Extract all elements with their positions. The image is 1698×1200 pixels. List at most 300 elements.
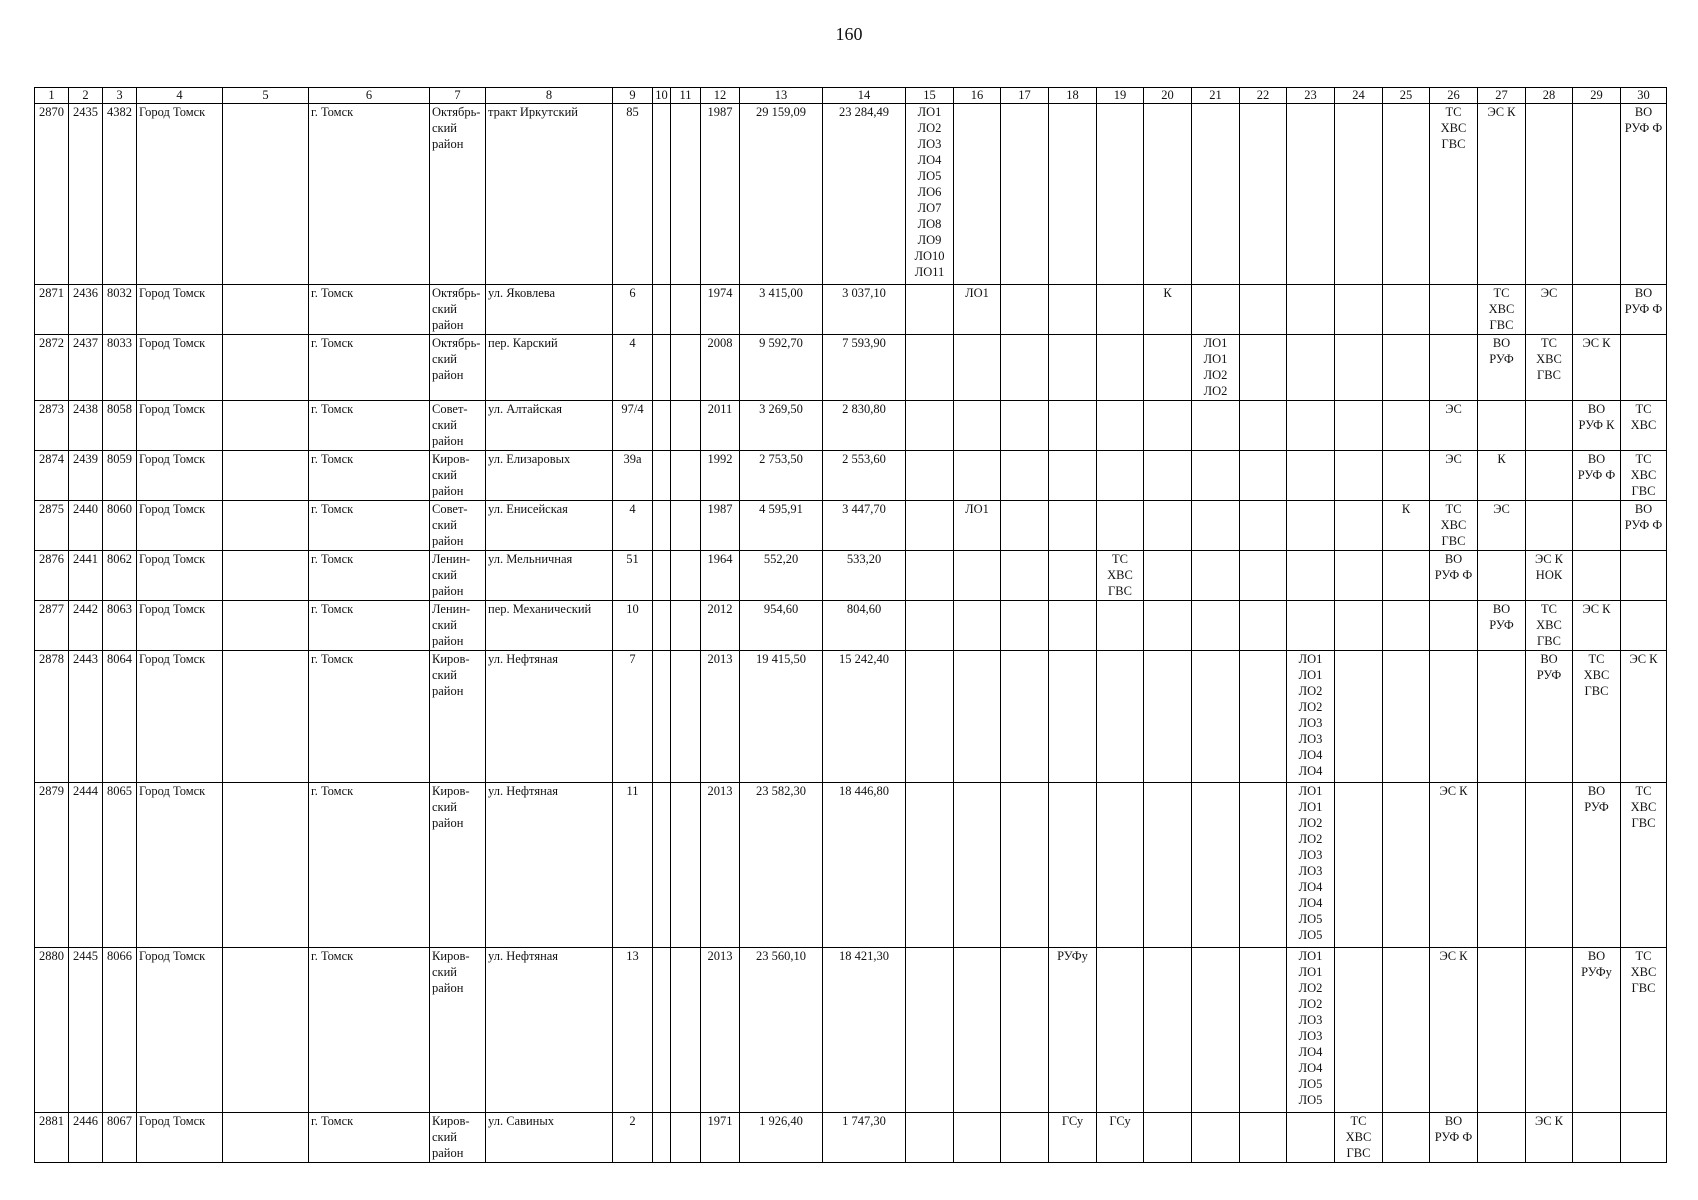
cell-col-22 xyxy=(1240,401,1287,451)
cell-col-28: ВО РУФ xyxy=(1526,651,1573,783)
cell-col-29 xyxy=(1573,501,1621,551)
cell-total-area: 23 582,30 xyxy=(740,783,823,948)
cell-settlement-type xyxy=(223,651,309,783)
cell-col-20 xyxy=(1144,401,1192,451)
cell-col-18: РУФу xyxy=(1049,948,1097,1113)
cell-col-29: ТС ХВС ГВС xyxy=(1573,651,1621,783)
cell-col-15 xyxy=(906,601,954,651)
cell-col-30 xyxy=(1621,1113,1667,1163)
cell-street: пер. Карский xyxy=(486,335,613,401)
cell-col-16 xyxy=(954,335,1001,401)
cell-col-19 xyxy=(1097,451,1144,501)
cell-col-21 xyxy=(1192,285,1240,335)
cell-col-24 xyxy=(1335,285,1383,335)
cell-col-17 xyxy=(1001,948,1049,1113)
cell-reg-number: 2439 xyxy=(69,451,103,501)
cell-col-20 xyxy=(1144,1113,1192,1163)
cell-col-26: ВО РУФ Ф xyxy=(1430,551,1478,601)
cell-col-28: ТС ХВС ГВС xyxy=(1526,335,1573,401)
cell-col-28 xyxy=(1526,104,1573,285)
cell-col-16 xyxy=(954,104,1001,285)
cell-col-22 xyxy=(1240,1113,1287,1163)
cell-col-17 xyxy=(1001,551,1049,601)
cell-living-area: 15 242,40 xyxy=(823,651,906,783)
cell-total-area: 3 269,50 xyxy=(740,401,823,451)
cell-col-27 xyxy=(1478,1113,1526,1163)
cell-col-30: ВО РУФ Ф xyxy=(1621,285,1667,335)
column-header: 9 xyxy=(613,88,653,104)
column-header: 19 xyxy=(1097,88,1144,104)
cell-col-15 xyxy=(906,783,954,948)
cell-settlement: г. Томск xyxy=(309,601,430,651)
cell-col-19 xyxy=(1097,948,1144,1113)
cell-street: ул. Мельничная xyxy=(486,551,613,601)
column-header: 28 xyxy=(1526,88,1573,104)
cell-col-24 xyxy=(1335,948,1383,1113)
cell-col-15 xyxy=(906,651,954,783)
table-row xyxy=(35,783,1667,948)
cell-building xyxy=(653,285,671,335)
cell-number: 2880 xyxy=(35,948,69,1113)
cell-col-16 xyxy=(954,948,1001,1113)
cell-year: 1987 xyxy=(701,501,740,551)
cell-year: 2013 xyxy=(701,651,740,783)
column-header: 18 xyxy=(1049,88,1097,104)
cell-col-22 xyxy=(1240,285,1287,335)
cell-col-21 xyxy=(1192,104,1240,285)
cell-col-21: ЛО1 ЛО1 ЛО2 ЛО2 xyxy=(1192,335,1240,401)
cell-col-22 xyxy=(1240,501,1287,551)
cell-col-27 xyxy=(1478,783,1526,948)
cell-settlement: г. Томск xyxy=(309,1113,430,1163)
cell-col-21 xyxy=(1192,1113,1240,1163)
cell-municipality: Город Томск xyxy=(137,501,223,551)
table-row xyxy=(35,601,1667,651)
cell-settlement: г. Томск xyxy=(309,651,430,783)
cell-col-26: ЭС xyxy=(1430,451,1478,501)
registry-table xyxy=(34,87,1667,1163)
cell-col-17 xyxy=(1001,285,1049,335)
cell-col-23 xyxy=(1287,601,1335,651)
cell-building xyxy=(653,601,671,651)
cell-col-26: ТС ХВС ГВС xyxy=(1430,104,1478,285)
cell-col-30: ТС ХВС ГВС xyxy=(1621,783,1667,948)
cell-col-24 xyxy=(1335,601,1383,651)
cell-number: 2870 xyxy=(35,104,69,285)
cell-year: 1974 xyxy=(701,285,740,335)
cell-col-30: ВО РУФ Ф xyxy=(1621,501,1667,551)
cell-settlement: г. Томск xyxy=(309,335,430,401)
cell-col-30 xyxy=(1621,335,1667,401)
cell-municipality: Город Томск xyxy=(137,335,223,401)
cell-col-20 xyxy=(1144,104,1192,285)
cell-district: Октябрь- ский район xyxy=(430,104,486,285)
cell-district: Ленин- ский район xyxy=(430,601,486,651)
cell-building xyxy=(653,651,671,783)
cell-col-18: ГСу xyxy=(1049,1113,1097,1163)
cell-col-25 xyxy=(1383,601,1430,651)
table-body xyxy=(35,104,1667,1163)
table-row xyxy=(35,501,1667,551)
cell-col-30: ТС ХВС xyxy=(1621,401,1667,451)
cell-col-16 xyxy=(954,1113,1001,1163)
cell-year: 1992 xyxy=(701,451,740,501)
cell-district: Киров- ский район xyxy=(430,948,486,1113)
table-row xyxy=(35,285,1667,335)
cell-structure xyxy=(671,1113,701,1163)
cell-street: пер. Механический xyxy=(486,601,613,651)
cell-number: 2872 xyxy=(35,335,69,401)
cell-col-18 xyxy=(1049,783,1097,948)
cell-total-area: 29 159,09 xyxy=(740,104,823,285)
cell-reg-number: 2443 xyxy=(69,651,103,783)
cell-settlement-type xyxy=(223,401,309,451)
column-header: 20 xyxy=(1144,88,1192,104)
cell-col-29: ВО РУФ Ф xyxy=(1573,451,1621,501)
cell-municipality: Город Томск xyxy=(137,601,223,651)
cell-col-22 xyxy=(1240,104,1287,285)
table-row xyxy=(35,1113,1667,1163)
cell-code: 8063 xyxy=(103,601,137,651)
column-header: 29 xyxy=(1573,88,1621,104)
cell-col-27: ЭС xyxy=(1478,501,1526,551)
cell-reg-number: 2441 xyxy=(69,551,103,601)
cell-col-25 xyxy=(1383,551,1430,601)
table-row xyxy=(35,451,1667,501)
cell-col-29: ЭС К xyxy=(1573,601,1621,651)
cell-district: Ленин- ский район xyxy=(430,551,486,601)
cell-col-21 xyxy=(1192,948,1240,1113)
cell-col-25 xyxy=(1383,651,1430,783)
cell-total-area: 4 595,91 xyxy=(740,501,823,551)
column-number-row xyxy=(35,88,1667,104)
cell-code: 8064 xyxy=(103,651,137,783)
cell-year: 2011 xyxy=(701,401,740,451)
cell-col-16: ЛО1 xyxy=(954,285,1001,335)
cell-col-22 xyxy=(1240,551,1287,601)
column-header: 30 xyxy=(1621,88,1667,104)
cell-district: Совет- ский район xyxy=(430,401,486,451)
table-row xyxy=(35,335,1667,401)
cell-col-28 xyxy=(1526,451,1573,501)
cell-house: 6 xyxy=(613,285,653,335)
column-header: 4 xyxy=(137,88,223,104)
cell-house: 4 xyxy=(613,501,653,551)
cell-municipality: Город Томск xyxy=(137,948,223,1113)
cell-living-area: 23 284,49 xyxy=(823,104,906,285)
cell-col-28 xyxy=(1526,501,1573,551)
cell-col-22 xyxy=(1240,948,1287,1113)
cell-municipality: Город Томск xyxy=(137,451,223,501)
cell-district: Киров- ский район xyxy=(430,651,486,783)
cell-municipality: Город Томск xyxy=(137,401,223,451)
cell-col-24 xyxy=(1335,401,1383,451)
cell-col-22 xyxy=(1240,651,1287,783)
cell-col-18 xyxy=(1049,285,1097,335)
column-header: 7 xyxy=(430,88,486,104)
cell-col-26: ЭС xyxy=(1430,401,1478,451)
cell-col-21 xyxy=(1192,783,1240,948)
cell-house: 11 xyxy=(613,783,653,948)
cell-col-23 xyxy=(1287,1113,1335,1163)
cell-col-28: ЭС К xyxy=(1526,1113,1573,1163)
cell-col-24 xyxy=(1335,335,1383,401)
table-row xyxy=(35,651,1667,783)
cell-col-28 xyxy=(1526,401,1573,451)
cell-living-area: 1 747,30 xyxy=(823,1113,906,1163)
cell-year: 2008 xyxy=(701,335,740,401)
cell-code: 8058 xyxy=(103,401,137,451)
cell-code: 8059 xyxy=(103,451,137,501)
cell-col-25: К xyxy=(1383,501,1430,551)
cell-house: 39а xyxy=(613,451,653,501)
cell-col-21 xyxy=(1192,601,1240,651)
cell-total-area: 2 753,50 xyxy=(740,451,823,501)
cell-col-23: ЛО1 ЛО1 ЛО2 ЛО2 ЛО3 ЛО3 ЛО4 ЛО4 ЛО5 ЛО5 xyxy=(1287,948,1335,1113)
cell-col-18 xyxy=(1049,451,1097,501)
cell-settlement-type xyxy=(223,601,309,651)
cell-living-area: 18 421,30 xyxy=(823,948,906,1113)
cell-reg-number: 2442 xyxy=(69,601,103,651)
cell-col-23 xyxy=(1287,285,1335,335)
cell-settlement-type xyxy=(223,501,309,551)
cell-col-27 xyxy=(1478,651,1526,783)
cell-col-16 xyxy=(954,783,1001,948)
cell-col-17 xyxy=(1001,104,1049,285)
cell-code: 4382 xyxy=(103,104,137,285)
cell-col-22 xyxy=(1240,783,1287,948)
cell-number: 2877 xyxy=(35,601,69,651)
cell-living-area: 3 037,10 xyxy=(823,285,906,335)
cell-settlement-type xyxy=(223,104,309,285)
cell-col-25 xyxy=(1383,401,1430,451)
cell-municipality: Город Томск xyxy=(137,1113,223,1163)
cell-year: 1964 xyxy=(701,551,740,601)
cell-code: 8033 xyxy=(103,335,137,401)
cell-col-25 xyxy=(1383,451,1430,501)
cell-building xyxy=(653,783,671,948)
cell-col-26 xyxy=(1430,601,1478,651)
cell-house: 2 xyxy=(613,1113,653,1163)
cell-settlement-type xyxy=(223,948,309,1113)
cell-col-20 xyxy=(1144,335,1192,401)
cell-col-17 xyxy=(1001,1113,1049,1163)
cell-col-27 xyxy=(1478,401,1526,451)
cell-year: 2012 xyxy=(701,601,740,651)
cell-col-27: К xyxy=(1478,451,1526,501)
cell-living-area: 3 447,70 xyxy=(823,501,906,551)
cell-living-area: 804,60 xyxy=(823,601,906,651)
cell-code: 8060 xyxy=(103,501,137,551)
cell-living-area: 18 446,80 xyxy=(823,783,906,948)
cell-col-29 xyxy=(1573,104,1621,285)
cell-col-26: ТС ХВС ГВС xyxy=(1430,501,1478,551)
cell-col-19 xyxy=(1097,401,1144,451)
cell-reg-number: 2440 xyxy=(69,501,103,551)
cell-municipality: Город Томск xyxy=(137,285,223,335)
cell-settlement: г. Томск xyxy=(309,783,430,948)
cell-number: 2876 xyxy=(35,551,69,601)
cell-col-27: ТС ХВС ГВС xyxy=(1478,285,1526,335)
cell-number: 2873 xyxy=(35,401,69,451)
cell-street: ул. Нефтяная xyxy=(486,948,613,1113)
column-header: 23 xyxy=(1287,88,1335,104)
cell-living-area: 2 830,80 xyxy=(823,401,906,451)
cell-col-21 xyxy=(1192,451,1240,501)
cell-street: ул. Нефтяная xyxy=(486,783,613,948)
cell-district: Киров- ский район xyxy=(430,451,486,501)
cell-col-25 xyxy=(1383,948,1430,1113)
cell-col-26 xyxy=(1430,651,1478,783)
cell-building xyxy=(653,104,671,285)
cell-col-23 xyxy=(1287,451,1335,501)
cell-col-28: ЭС К НОК xyxy=(1526,551,1573,601)
cell-municipality: Город Томск xyxy=(137,104,223,285)
cell-code: 8067 xyxy=(103,1113,137,1163)
cell-col-25 xyxy=(1383,1113,1430,1163)
cell-street: ул. Енисейская xyxy=(486,501,613,551)
cell-reg-number: 2438 xyxy=(69,401,103,451)
cell-col-16: ЛО1 xyxy=(954,501,1001,551)
cell-total-area: 23 560,10 xyxy=(740,948,823,1113)
cell-col-23 xyxy=(1287,104,1335,285)
cell-col-20 xyxy=(1144,501,1192,551)
column-header: 6 xyxy=(309,88,430,104)
cell-settlement-type xyxy=(223,783,309,948)
column-header: 21 xyxy=(1192,88,1240,104)
cell-col-29: ВО РУФ xyxy=(1573,783,1621,948)
cell-col-21 xyxy=(1192,551,1240,601)
cell-col-23 xyxy=(1287,551,1335,601)
column-header: 24 xyxy=(1335,88,1383,104)
cell-col-26 xyxy=(1430,285,1478,335)
cell-col-27: ВО РУФ xyxy=(1478,601,1526,651)
column-header: 17 xyxy=(1001,88,1049,104)
cell-district: Совет- ский район xyxy=(430,501,486,551)
cell-settlement: г. Томск xyxy=(309,948,430,1113)
cell-col-30: ТС ХВС ГВС xyxy=(1621,451,1667,501)
column-header: 26 xyxy=(1430,88,1478,104)
cell-col-15 xyxy=(906,551,954,601)
cell-col-15: ЛО1 ЛО2 ЛО3 ЛО4 ЛО5 ЛО6 ЛО7 ЛО8 ЛО9 ЛО10 ЛО11 xyxy=(906,104,954,285)
cell-col-30 xyxy=(1621,551,1667,601)
cell-settlement-type xyxy=(223,451,309,501)
cell-street: ул. Нефтяная xyxy=(486,651,613,783)
cell-col-17 xyxy=(1001,335,1049,401)
cell-settlement-type xyxy=(223,335,309,401)
cell-col-23: ЛО1 ЛО1 ЛО2 ЛО2 ЛО3 ЛО3 ЛО4 ЛО4 xyxy=(1287,651,1335,783)
cell-col-24: ТС ХВС ГВС xyxy=(1335,1113,1383,1163)
table-row xyxy=(35,104,1667,285)
cell-col-25 xyxy=(1383,335,1430,401)
cell-house: 97/4 xyxy=(613,401,653,451)
cell-number: 2875 xyxy=(35,501,69,551)
cell-col-28 xyxy=(1526,783,1573,948)
cell-year: 1987 xyxy=(701,104,740,285)
cell-col-19 xyxy=(1097,783,1144,948)
cell-col-17 xyxy=(1001,651,1049,783)
cell-code: 8062 xyxy=(103,551,137,601)
column-header: 25 xyxy=(1383,88,1430,104)
cell-municipality: Город Томск xyxy=(137,551,223,601)
cell-col-30: ВО РУФ Ф xyxy=(1621,104,1667,285)
column-header: 3 xyxy=(103,88,137,104)
cell-structure xyxy=(671,783,701,948)
cell-col-18 xyxy=(1049,104,1097,285)
cell-col-21 xyxy=(1192,651,1240,783)
cell-col-17 xyxy=(1001,451,1049,501)
cell-col-29 xyxy=(1573,1113,1621,1163)
cell-total-area: 954,60 xyxy=(740,601,823,651)
cell-col-22 xyxy=(1240,601,1287,651)
cell-col-21 xyxy=(1192,401,1240,451)
cell-col-22 xyxy=(1240,335,1287,401)
cell-col-16 xyxy=(954,401,1001,451)
cell-settlement: г. Томск xyxy=(309,401,430,451)
cell-structure xyxy=(671,948,701,1113)
cell-living-area: 7 593,90 xyxy=(823,335,906,401)
cell-col-21 xyxy=(1192,501,1240,551)
cell-building xyxy=(653,948,671,1113)
cell-settlement: г. Томск xyxy=(309,551,430,601)
cell-district: Киров- ский район xyxy=(430,783,486,948)
cell-col-18 xyxy=(1049,601,1097,651)
cell-col-15 xyxy=(906,335,954,401)
cell-living-area: 533,20 xyxy=(823,551,906,601)
cell-col-17 xyxy=(1001,783,1049,948)
cell-col-19: ГСу xyxy=(1097,1113,1144,1163)
cell-year: 2013 xyxy=(701,948,740,1113)
column-header: 14 xyxy=(823,88,906,104)
cell-col-17 xyxy=(1001,401,1049,451)
cell-col-15 xyxy=(906,501,954,551)
cell-col-18 xyxy=(1049,335,1097,401)
cell-reg-number: 2435 xyxy=(69,104,103,285)
cell-living-area: 2 553,60 xyxy=(823,451,906,501)
cell-house: 10 xyxy=(613,601,653,651)
cell-col-20 xyxy=(1144,948,1192,1113)
table-row xyxy=(35,551,1667,601)
cell-structure xyxy=(671,451,701,501)
cell-building xyxy=(653,501,671,551)
column-header: 27 xyxy=(1478,88,1526,104)
cell-building xyxy=(653,335,671,401)
cell-structure xyxy=(671,601,701,651)
cell-number: 2879 xyxy=(35,783,69,948)
cell-col-20 xyxy=(1144,601,1192,651)
cell-street: тракт Иркутский xyxy=(486,104,613,285)
cell-structure xyxy=(671,401,701,451)
cell-col-29 xyxy=(1573,551,1621,601)
cell-street: ул. Алтайская xyxy=(486,401,613,451)
cell-col-26: ЭС К xyxy=(1430,783,1478,948)
column-header: 8 xyxy=(486,88,613,104)
cell-structure xyxy=(671,551,701,601)
cell-col-24 xyxy=(1335,104,1383,285)
cell-number: 2878 xyxy=(35,651,69,783)
cell-col-18 xyxy=(1049,651,1097,783)
cell-reg-number: 2444 xyxy=(69,783,103,948)
cell-col-15 xyxy=(906,401,954,451)
cell-total-area: 19 415,50 xyxy=(740,651,823,783)
column-header: 12 xyxy=(701,88,740,104)
column-header: 10 xyxy=(653,88,671,104)
cell-number: 2871 xyxy=(35,285,69,335)
column-header: 11 xyxy=(671,88,701,104)
cell-street: ул. Савиных xyxy=(486,1113,613,1163)
cell-structure xyxy=(671,104,701,285)
cell-total-area: 1 926,40 xyxy=(740,1113,823,1163)
